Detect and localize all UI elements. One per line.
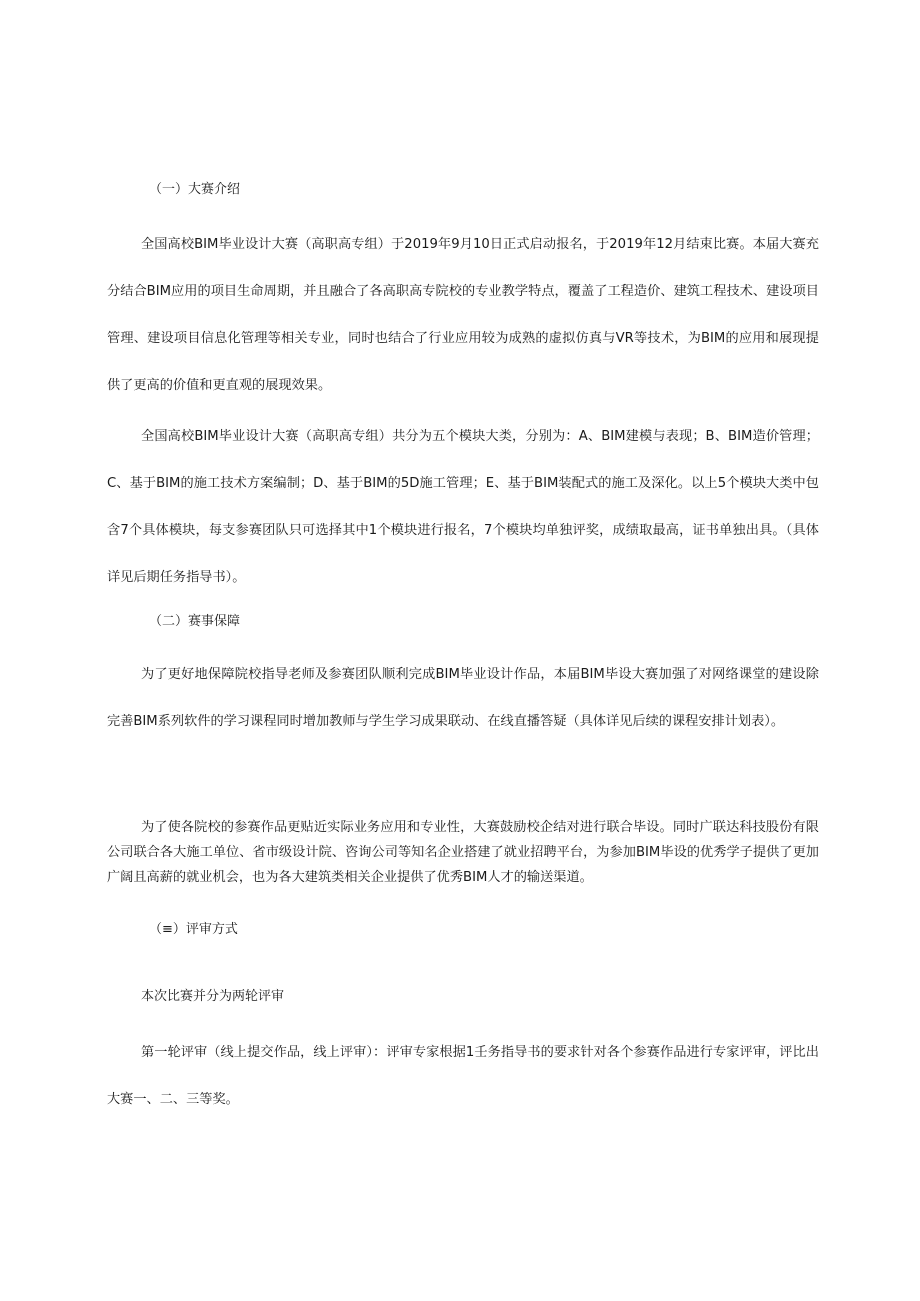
- section-2-paragraph-2: 为了使各院校的参赛作品更贴近实际业务应用和专业性，大赛鼓励校企结对进行联合毕设。同时广联达科技股份有限公司联合各大施工单位、省市级设计院、咨询公司等知名企业搭建了就业招聘平台，为参加BIM毕设的优秀学子提供了更加广阔且高薪的就业机会，也为各大建筑类相关企业提供了优秀BIM人才的输送渠道。: [107, 820, 819, 885]
- section-1-paragraph-2: 全国高校BIM毕业设计大赛（高职高专组）共分为五个模块大类，分别为：A、BIM建模与表现；B、BIM造价管理；C、基于BIM的施工技术方案编制；D、基于BIM的5D施工管理；E、基于BIM装配式的施工及深化。以上5个模块大类中包含7个具体模块，每支参赛团队只可选择其中1个模块进行报名，7个模块均单独评奖，成绩取最高，证书单独出具。（具体详见后期任务指导书）。: [107, 429, 819, 585]
- section-3-heading: （≡）评审方式: [149, 922, 238, 937]
- section-3-paragraph-1: 第一轮评审（线上提交作品，线上评审）：评审专家根据1壬务指导书的要求针对各个参赛作品进行专家评审，评比出大赛一、二、三等奖。: [107, 1045, 819, 1107]
- section-1-heading: （一）大赛介绍: [149, 182, 241, 197]
- section-2-paragraph-1: 为了更好地保障院校指导老师及参赛团队顺利完成BIM毕业设计作品，本届BIM毕设大赛加强了对网络课堂的建设除完善BIM系列软件的学习课程同时增加教师与学生学习成果联动、在线直播答疑（具体详见后续的课程安排计划表）。: [107, 667, 819, 729]
- section-1-paragraph-1: 全国高校BIM毕业设计大赛（高职高专组）于2019年9月10日正式启动报名，于2019年12月结束比赛。本届大赛充分结合BIM应用的项目生命周期，并且融合了各高职高专院校的专业教学特点，覆盖了工程造价、建筑工程技术、建设项目管理、建设项目信息化管理等相关专业，同时也结合了行业应用较为成熟的虚拟仿真与VR等技术，为BIM的应用和展现提供了更高的价值和更直观的展现效果。: [107, 237, 819, 393]
- section-2-heading: （二）赛事保障: [149, 614, 241, 629]
- section-3-intro: 本次比赛并分为两轮评审: [141, 989, 285, 1004]
